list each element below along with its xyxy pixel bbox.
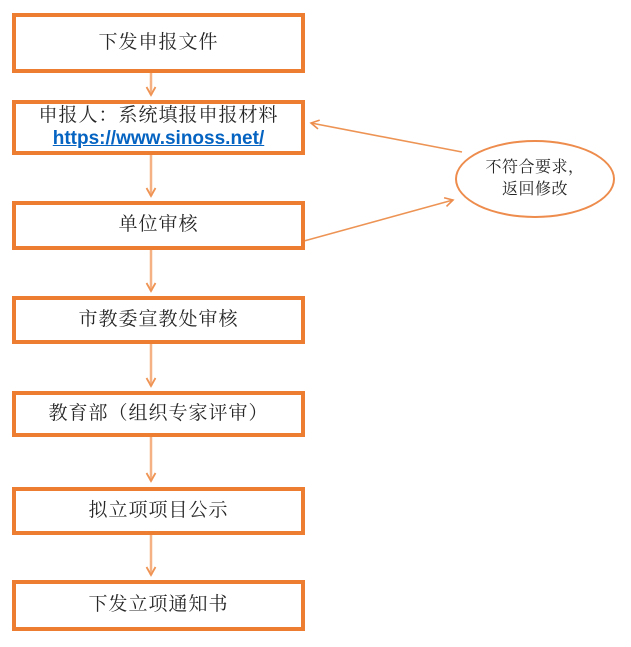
node-label-line1: 不符合要求，	[485, 159, 585, 177]
node-label: 拟立项项目公示	[88, 499, 229, 521]
flow-node-applicant-system-fill	[12, 100, 305, 155]
arrow-unit-to-revision	[304, 200, 453, 241]
node-label: 申报人：系统填报申报材料	[38, 105, 279, 127]
arrow-revision-to-applicant	[311, 123, 462, 152]
node-label: 教育部（组织专家评审）	[48, 402, 269, 424]
node-label: 下发申报文件	[98, 31, 219, 53]
flow-node-municipal-eduboard-review	[12, 296, 305, 344]
sinoss-website-link[interactable]: https://www.sinoss.net/	[52, 127, 265, 149]
node-label: 市教委宣教处审核	[78, 308, 239, 330]
flow-node-moe-expert-review	[12, 391, 305, 437]
flow-node-issue-approval-notice	[12, 580, 305, 631]
node-label: 下发立项通知书	[88, 594, 229, 616]
flow-node-unit-review	[12, 201, 305, 250]
node-label: 单位审核	[118, 214, 199, 236]
flow-node-proposed-project-publicity	[12, 487, 305, 535]
flow-node-issue-application-docs	[12, 13, 305, 73]
node-label-line2: 返回修改	[501, 181, 568, 198]
flow-node-return-for-revision	[455, 140, 615, 218]
